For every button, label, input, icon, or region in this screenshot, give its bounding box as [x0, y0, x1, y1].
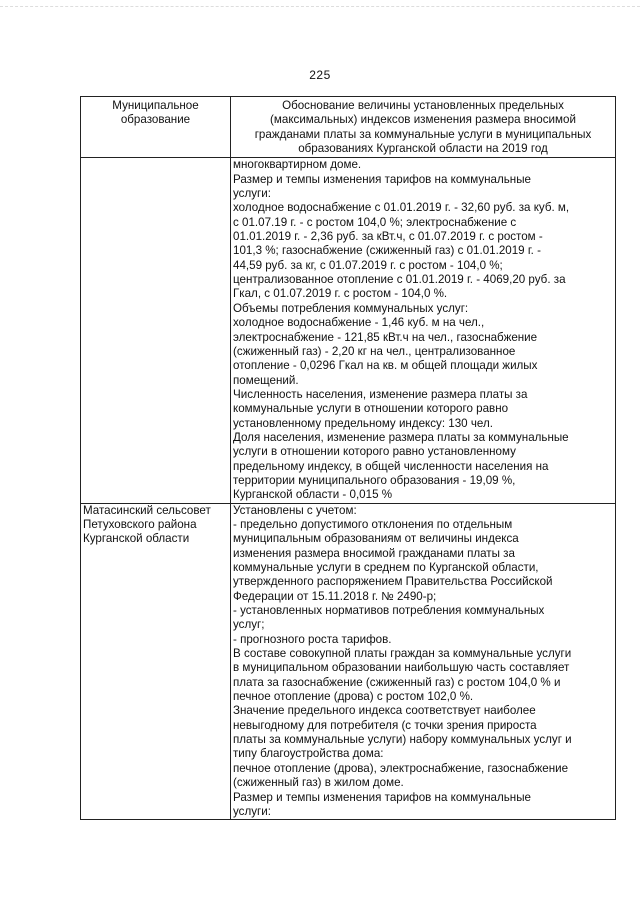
paragraph: Объемы потребления коммунальных услуг: холодное водоснабжение - 1,46 куб. м на чел., электроснабжение - 121,85 кВт.ч на чел., газоснабжение (сжиженный газ) - 2,20 кг на чел., централизованное отопление - 0,0296 Гкал на кв. м общей площади жилых помещений. [233, 301, 538, 387]
header-municipality [81, 97, 231, 158]
paragraph: В составе совокупной платы граждан за коммунальные услуги в муниципальном образовании наибольшую часть составляет плата за газоснабжение (сжиженный газ) с ростом 104,0 % и печное отопление (дрова) с ростом 102,0 %. [233, 647, 572, 704]
header-municipality-text: Муниципальное образование [112, 99, 199, 127]
paragraph: Размер и темпы изменения тарифов на коммунальные услуги: холодное водоснабжение с 01.01.2019 г. - 32,60 руб. за куб. м, с 01.07.19 г. - с ростом 104,0 %; электроснабжение с 01.01.2019 г. - 2,36 руб. за кВт.ч, с 01.07.2019 г. с ростом - 101,3 %; газоснабжение (сжиженный газ) с 01.01.2019 г. - 44,59 руб. за кг, с 01.07.2019 г. с ростом - 104,0 %; централизованное отопление с 01.01.2019 г. - 4069,20 руб. за Гкал, с 01.07.2019 г. с ростом - 104,0 %. [233, 172, 570, 301]
municipality-cell [81, 503, 231, 820]
municipality-cell [81, 158, 231, 503]
table-row [81, 503, 616, 820]
header-justification-text: Обоснование величины установленных предельных (максимальных) индексов изменения размера вносимой гражданами платы за коммунальные услуги в муниципальных образованиях Курганской области на 2019 год [254, 99, 592, 156]
paragraph: Установлены с учетом: - предельно допустимого отклонения по отдельным муниципальным образованиям от величины индекса изменения размера вносимой гражданами платы за коммунальные услуги в среднем по Курганской области, утвержденного распоряжением Правительства Российской Федерации от 15.11.2018 г. № 2490-р; - установленных нормативов потребления коммунальных услуг; - прогнозного роста тарифов. [233, 503, 553, 646]
paragraph: многоквартирном доме. [233, 158, 362, 172]
paragraph: Значение предельного индекса соответствует наиболее невыгодному для потребителя (с точки зрения прироста платы за коммунальные услуги) набору коммунальных услуг и типу благоустройства дома: печное отопление (дрова), электроснабжение, газоснабжение (сжиженный газ) в жилом доме. [233, 704, 572, 790]
justification-cell [231, 503, 616, 820]
municipality-name: Матасинский сельсовет Петуховского района Курганской области [83, 503, 211, 546]
page-number: 225 [309, 68, 331, 82]
paragraph: Доля населения, изменение размера платы за коммунальные услуги в отношении которого равно установленному предельному индексу, в общей численности населения на территории муниципального образования - 19,09 %, Курганской области - 0,015 % [233, 430, 569, 502]
scan-top-artifact [0, 6, 640, 9]
table-row [81, 158, 616, 503]
tariff-justification-table [80, 96, 616, 820]
header-justification [231, 97, 616, 158]
justification-cell [231, 158, 616, 503]
paragraph: Размер и темпы изменения тарифов на коммунальные услуги: [233, 790, 531, 818]
paragraph: Численность населения, изменение размера платы за коммунальные услуги в отношении которого равно установленному предельному индексу: 130 чел. [233, 387, 528, 430]
table-header-row [81, 97, 616, 158]
